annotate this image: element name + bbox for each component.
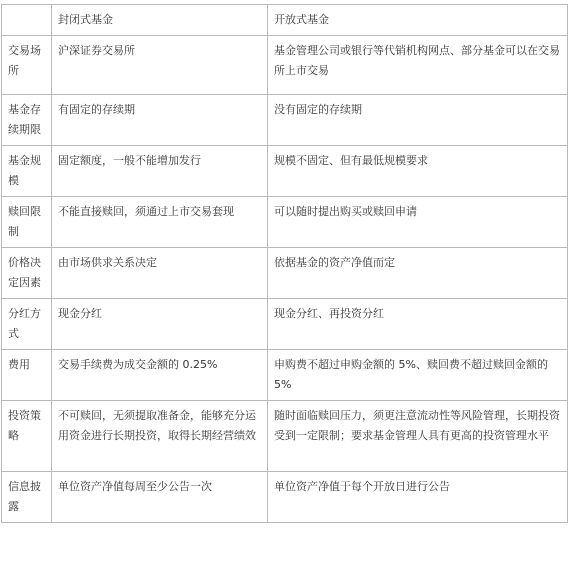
row-label: 价格决定因素 (2, 248, 52, 299)
open-end-cell: 没有固定的存续期 (268, 95, 568, 146)
row-label: 交易场所 (2, 36, 52, 95)
closed-end-cell: 有固定的存续期 (52, 95, 268, 146)
table-header-row (2, 5, 568, 36)
closed-end-cell: 固定额度，一般不能增加发行 (52, 146, 268, 197)
open-end-cell: 随时面临赎回压力，须更注意流动性等风险管理，长期投资受到一定限制；要求基金管理人具有更高的投资管理水平 (268, 401, 568, 472)
row-label: 基金存续期限 (2, 95, 52, 146)
closed-end-cell: 不能直接赎回，须通过上市交易套现 (52, 197, 268, 248)
closed-end-cell: 由市场供求关系决定 (52, 248, 268, 299)
row-label: 赎回限制 (2, 197, 52, 248)
table-row (2, 197, 568, 248)
open-end-cell: 申购费不超过申购金额的 5%、赎回费不超过赎回金额的 5% (268, 350, 568, 401)
table-row (2, 299, 568, 350)
row-label: 投资策略 (2, 401, 52, 472)
header-empty-cell (2, 5, 52, 36)
row-label: 信息披露 (2, 472, 52, 523)
table-row (2, 401, 568, 472)
table-row (2, 146, 568, 197)
closed-end-cell: 沪深证券交易所 (52, 36, 268, 95)
closed-end-cell: 现金分红 (52, 299, 268, 350)
row-label: 分红方式 (2, 299, 52, 350)
closed-end-cell: 交易手续费为成交金额的 0.25% (52, 350, 268, 401)
closed-end-cell: 不可赎回，无须提取准备金，能够充分运用资金进行长期投资，取得长期经营绩效 (52, 401, 268, 472)
open-end-cell: 单位资产净值于每个开放日进行公告 (268, 472, 568, 523)
closed-end-cell: 单位资产净值每周至少公告一次 (52, 472, 268, 523)
table-row (2, 95, 568, 146)
open-end-cell: 现金分红、再投资分红 (268, 299, 568, 350)
table-row (2, 350, 568, 401)
table-row (2, 472, 568, 523)
row-label: 基金规模 (2, 146, 52, 197)
open-end-cell: 可以随时提出购买或赎回申请 (268, 197, 568, 248)
open-end-cell: 规模不固定、但有最低规模要求 (268, 146, 568, 197)
header-closed-end-fund: 封闭式基金 (52, 5, 268, 36)
table-row (2, 248, 568, 299)
fund-comparison-table (1, 4, 568, 523)
open-end-cell: 依据基金的资产净值而定 (268, 248, 568, 299)
header-open-end-fund: 开放式基金 (268, 5, 568, 36)
table-row (2, 36, 568, 95)
row-label: 费用 (2, 350, 52, 401)
open-end-cell: 基金管理公司或银行等代销机构网点、部分基金可以在交易所上市交易 (268, 36, 568, 95)
